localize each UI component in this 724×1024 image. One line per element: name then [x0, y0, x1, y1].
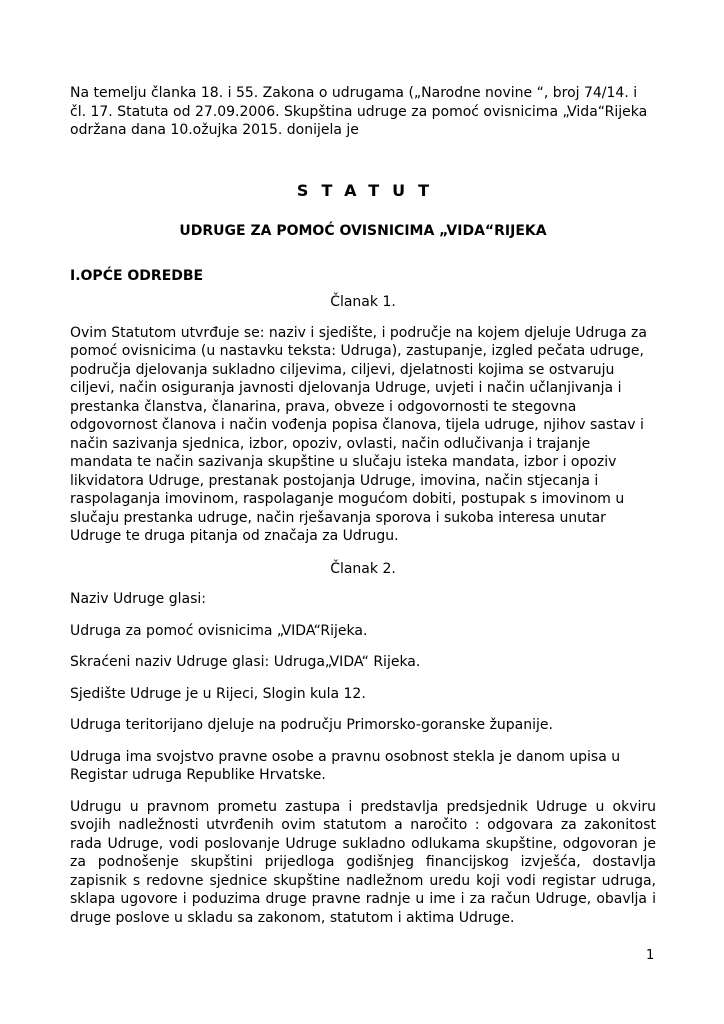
section-heading: I.OPĆE ODREDBE	[70, 267, 204, 284]
article-2-heading: Članak 2.	[330, 560, 396, 577]
document-title: STATUT	[296, 180, 443, 200]
preamble: Na temelju članka 18. i 55. Zakona o udrugama („Narodne novine “, broj 74/14. i čl. 17. Statuta od 27.09.2006. Skupština udruge za pomoć ovisnicima „Vida“Rijeka održana dana 10.ožujka 2015. donijela je	[70, 85, 648, 138]
article-2-paragraph: Udruga teritorijano djeluje na području Primorsko-goranske županije.	[70, 717, 553, 733]
article-2-paragraph: Skraćeni naziv Udruge glasi: Udruga„VIDA“ Rijeka.	[70, 654, 421, 670]
article-1-text: Ovim Statutom utvrđuje se: naziv i sjedište, i područje na kojem djeluje Udruga za pomoć ovisnicima (u nastavku teksta: Udruga), zastupanje, izgled pečata udruge, područja djelovanja sukladno ciljevima, ciljevi, djelatnosti kojima se ostvaruju ciljevi, način osiguranja javnosti djelovanja Udruge, uvjeti i način učlanjivanja i prestanka članstva, članarina, prava, obveze i odgovornosti te stegovna odgovornost članova i način vođenja popisa članova, tijela udruge, njihov sastav i način sazivanja sjednica, izbor, opoziv, ovlasti, način odlučivanja i trajanje mandata te način sazivanja skupštine u slučaju isteka mandata, izbor i opoziv likvidatora Udruge, prestanak postojanja Udruge, imovina, način stjecanja i raspolaganja imovinom, raspolaganje mogućom dobiti, postupak s imovinom u slučaju prestanka udruge, način rješavanja sporova i sukoba interesa unutar Udruge te druga pitanja od značaja za Udrugu.	[70, 324, 647, 544]
article-2-paragraph: Udrugu u pravnom prometu zastupa i predstavlja predsjednik Udruge u okviru svojih nadležnosti utvrđenih ovim statutom a naročito : odgovara za zakonitost rada Udruge, vodi poslovanje Udruge sukladno odlukama skupštine, odgovoran je za podnošenje skupštini prijedloga godišnjeg financijskog izvješća, dostavlja zapisnik s redovne sjednice skupštine nadležnom uredu koji vodi registar udruga, sklapa ugovore i poduzima druge pravne radnje u ime i za račun Udruge, obavlja i druge poslove u skladu sa zakonom, statutom i aktima Udruge.	[70, 798, 656, 926]
article-2-paragraph: Naziv Udruge glasi:	[70, 591, 206, 607]
document-body	[70, 84, 656, 940]
document-subtitle: UDRUGE ZA POMOĆ OVISNICIMA „VIDA“RIJEKA	[179, 223, 547, 239]
page-number: 1	[646, 948, 655, 963]
article-1-heading: Članak 1.	[330, 294, 396, 310]
article-2-paragraph: Udruga ima svojstvo pravne osobe a pravnu osobnost stekla je danom upisa u Registar udruga Republike Hrvatske.	[70, 748, 621, 783]
article-2-paragraph: Udruga za pomoć ovisnicima „VIDA“Rijeka.	[70, 622, 368, 639]
article-2-paragraph: Sjedište Udruge je u Rijeci, Slogin kula 12.	[70, 685, 366, 702]
